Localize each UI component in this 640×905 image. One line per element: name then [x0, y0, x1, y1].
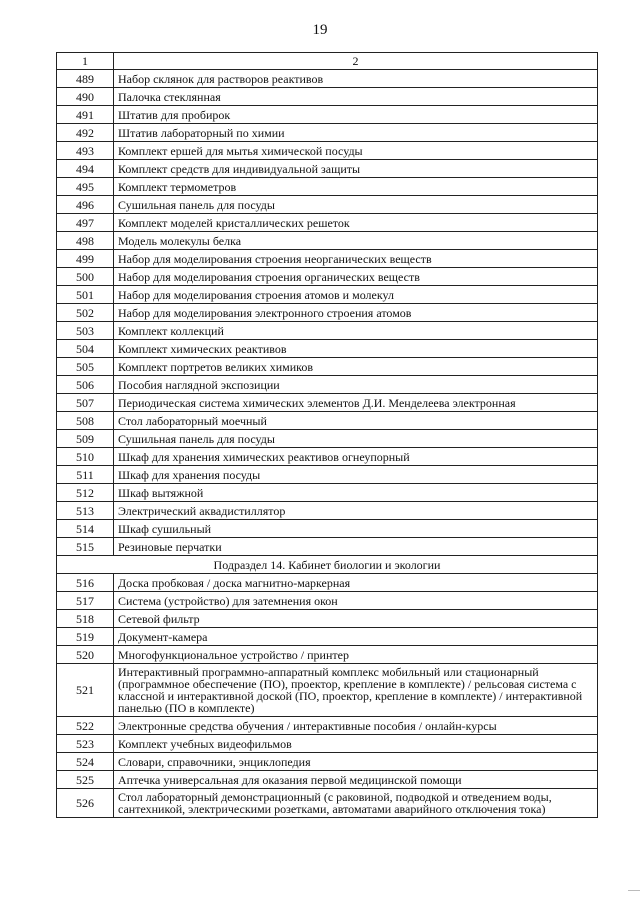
row-number: 506 [57, 376, 114, 394]
item-name: Набор для моделирования строения неорганических веществ [114, 250, 598, 268]
table-row [57, 753, 598, 771]
table-header-row [57, 53, 598, 70]
header-cell-number: 1 [57, 53, 114, 70]
table-row [57, 232, 598, 250]
table-row [57, 322, 598, 340]
item-name: Периодическая система химических элементов Д.И. Менделеева электронная [114, 394, 598, 412]
row-number: 500 [57, 268, 114, 286]
row-number: 489 [57, 70, 114, 88]
item-name: Резиновые перчатки [114, 538, 598, 556]
section-row [57, 556, 598, 574]
scan-edge-mark [628, 890, 640, 891]
table-row [57, 412, 598, 430]
item-name: Комплект химических реактивов [114, 340, 598, 358]
row-number: 523 [57, 735, 114, 753]
table-row [57, 178, 598, 196]
item-name: Шкаф для хранения посуды [114, 466, 598, 484]
table-row [57, 268, 598, 286]
table-row [57, 592, 598, 610]
table-row [57, 628, 598, 646]
row-number: 519 [57, 628, 114, 646]
row-number: 505 [57, 358, 114, 376]
table-row [57, 70, 598, 88]
row-number: 499 [57, 250, 114, 268]
row-number: 511 [57, 466, 114, 484]
row-number: 498 [57, 232, 114, 250]
table-row [57, 394, 598, 412]
table-row [57, 124, 598, 142]
item-name: Система (устройство) для затемнения окон [114, 592, 598, 610]
row-number: 496 [57, 196, 114, 214]
row-number: 504 [57, 340, 114, 358]
item-name: Комплект моделей кристаллических решеток [114, 214, 598, 232]
item-name: Шкаф сушильный [114, 520, 598, 538]
row-number: 508 [57, 412, 114, 430]
item-name: Набор склянок для растворов реактивов [114, 70, 598, 88]
table-row [57, 502, 598, 520]
row-number: 502 [57, 304, 114, 322]
section-title: Подраздел 14. Кабинет биологии и экологии [57, 556, 598, 574]
table-row [57, 789, 598, 818]
row-number: 515 [57, 538, 114, 556]
item-name: Шкаф для хранения химических реактивов огнеупорный [114, 448, 598, 466]
row-number: 490 [57, 88, 114, 106]
table-row [57, 574, 598, 592]
row-number: 491 [57, 106, 114, 124]
item-name: Аптечка универсальная для оказания первой медицинской помощи [114, 771, 598, 789]
item-name: Электрический аквадистиллятор [114, 502, 598, 520]
item-name: Комплект ершей для мытья химической посуды [114, 142, 598, 160]
item-name: Документ-камера [114, 628, 598, 646]
row-number: 518 [57, 610, 114, 628]
row-number: 510 [57, 448, 114, 466]
row-number: 526 [57, 789, 114, 818]
row-number: 525 [57, 771, 114, 789]
row-number: 509 [57, 430, 114, 448]
item-name: Сетевой фильтр [114, 610, 598, 628]
item-name: Электронные средства обучения / интерактивные пособия / онлайн-курсы [114, 717, 598, 735]
row-number: 493 [57, 142, 114, 160]
table-row [57, 466, 598, 484]
table-row [57, 448, 598, 466]
item-name: Доска пробковая / доска магнитно-маркерная [114, 574, 598, 592]
item-name: Штатив лабораторный по химии [114, 124, 598, 142]
row-number: 497 [57, 214, 114, 232]
row-number: 495 [57, 178, 114, 196]
table-row [57, 358, 598, 376]
table-row [57, 430, 598, 448]
table-row [57, 286, 598, 304]
row-number: 507 [57, 394, 114, 412]
item-name: Штатив для пробирок [114, 106, 598, 124]
item-name: Интерактивный программно-аппаратный комплекс мобильный или стационарный (программное обеспечение (ПО), проектор, крепление в комплекте) / рельсовая система с классной и интерактивной доской (ПО, проектор, крепление в комплекте) / интерактивной панелью (ПО в комплекте) [114, 664, 598, 717]
equipment-table-body [57, 53, 598, 818]
row-number: 492 [57, 124, 114, 142]
item-name: Комплект средств для индивидуальной защиты [114, 160, 598, 178]
item-name: Модель молекулы белка [114, 232, 598, 250]
item-name: Набор для моделирования строения органических веществ [114, 268, 598, 286]
page-number: 19 [312, 22, 328, 38]
table-row [57, 646, 598, 664]
table-row [57, 538, 598, 556]
item-name: Многофункциональное устройство / принтер [114, 646, 598, 664]
table-row [57, 735, 598, 753]
row-number: 494 [57, 160, 114, 178]
table-row [57, 160, 598, 178]
table-row [57, 106, 598, 124]
table-row [57, 484, 598, 502]
item-name: Комплект портретов великих химиков [114, 358, 598, 376]
table-row [57, 664, 598, 717]
item-name: Словари, справочники, энциклопедия [114, 753, 598, 771]
item-name: Сушильная панель для посуды [114, 196, 598, 214]
item-name: Набор для моделирования электронного строения атомов [114, 304, 598, 322]
item-name: Набор для моделирования строения атомов и молекул [114, 286, 598, 304]
table-row [57, 214, 598, 232]
row-number: 524 [57, 753, 114, 771]
item-name: Сушильная панель для посуды [114, 430, 598, 448]
row-number: 522 [57, 717, 114, 735]
header-cell-name: 2 [114, 53, 598, 70]
item-name: Комплект учебных видеофильмов [114, 735, 598, 753]
table-row [57, 340, 598, 358]
table-row [57, 520, 598, 538]
row-number: 503 [57, 322, 114, 340]
table-row [57, 376, 598, 394]
item-name: Стол лабораторный демонстрационный (с раковиной, подводкой и отведением воды, сантехникой, электрическими розетками, автоматами аварийного отключения тока) [114, 789, 598, 818]
row-number: 512 [57, 484, 114, 502]
table-row [57, 717, 598, 735]
table-row [57, 771, 598, 789]
item-name: Стол лабораторный моечный [114, 412, 598, 430]
row-number: 516 [57, 574, 114, 592]
table-row [57, 610, 598, 628]
row-number: 501 [57, 286, 114, 304]
row-number: 517 [57, 592, 114, 610]
row-number: 514 [57, 520, 114, 538]
table-row [57, 304, 598, 322]
item-name: Комплект коллекций [114, 322, 598, 340]
table-row [57, 88, 598, 106]
row-number: 520 [57, 646, 114, 664]
item-name: Комплект термометров [114, 178, 598, 196]
table-row [57, 142, 598, 160]
row-number: 513 [57, 502, 114, 520]
equipment-table [56, 52, 598, 818]
item-name: Шкаф вытяжной [114, 484, 598, 502]
item-name: Пособия наглядной экспозиции [114, 376, 598, 394]
row-number: 521 [57, 664, 114, 717]
table-row [57, 250, 598, 268]
table-row [57, 196, 598, 214]
item-name: Палочка стеклянная [114, 88, 598, 106]
